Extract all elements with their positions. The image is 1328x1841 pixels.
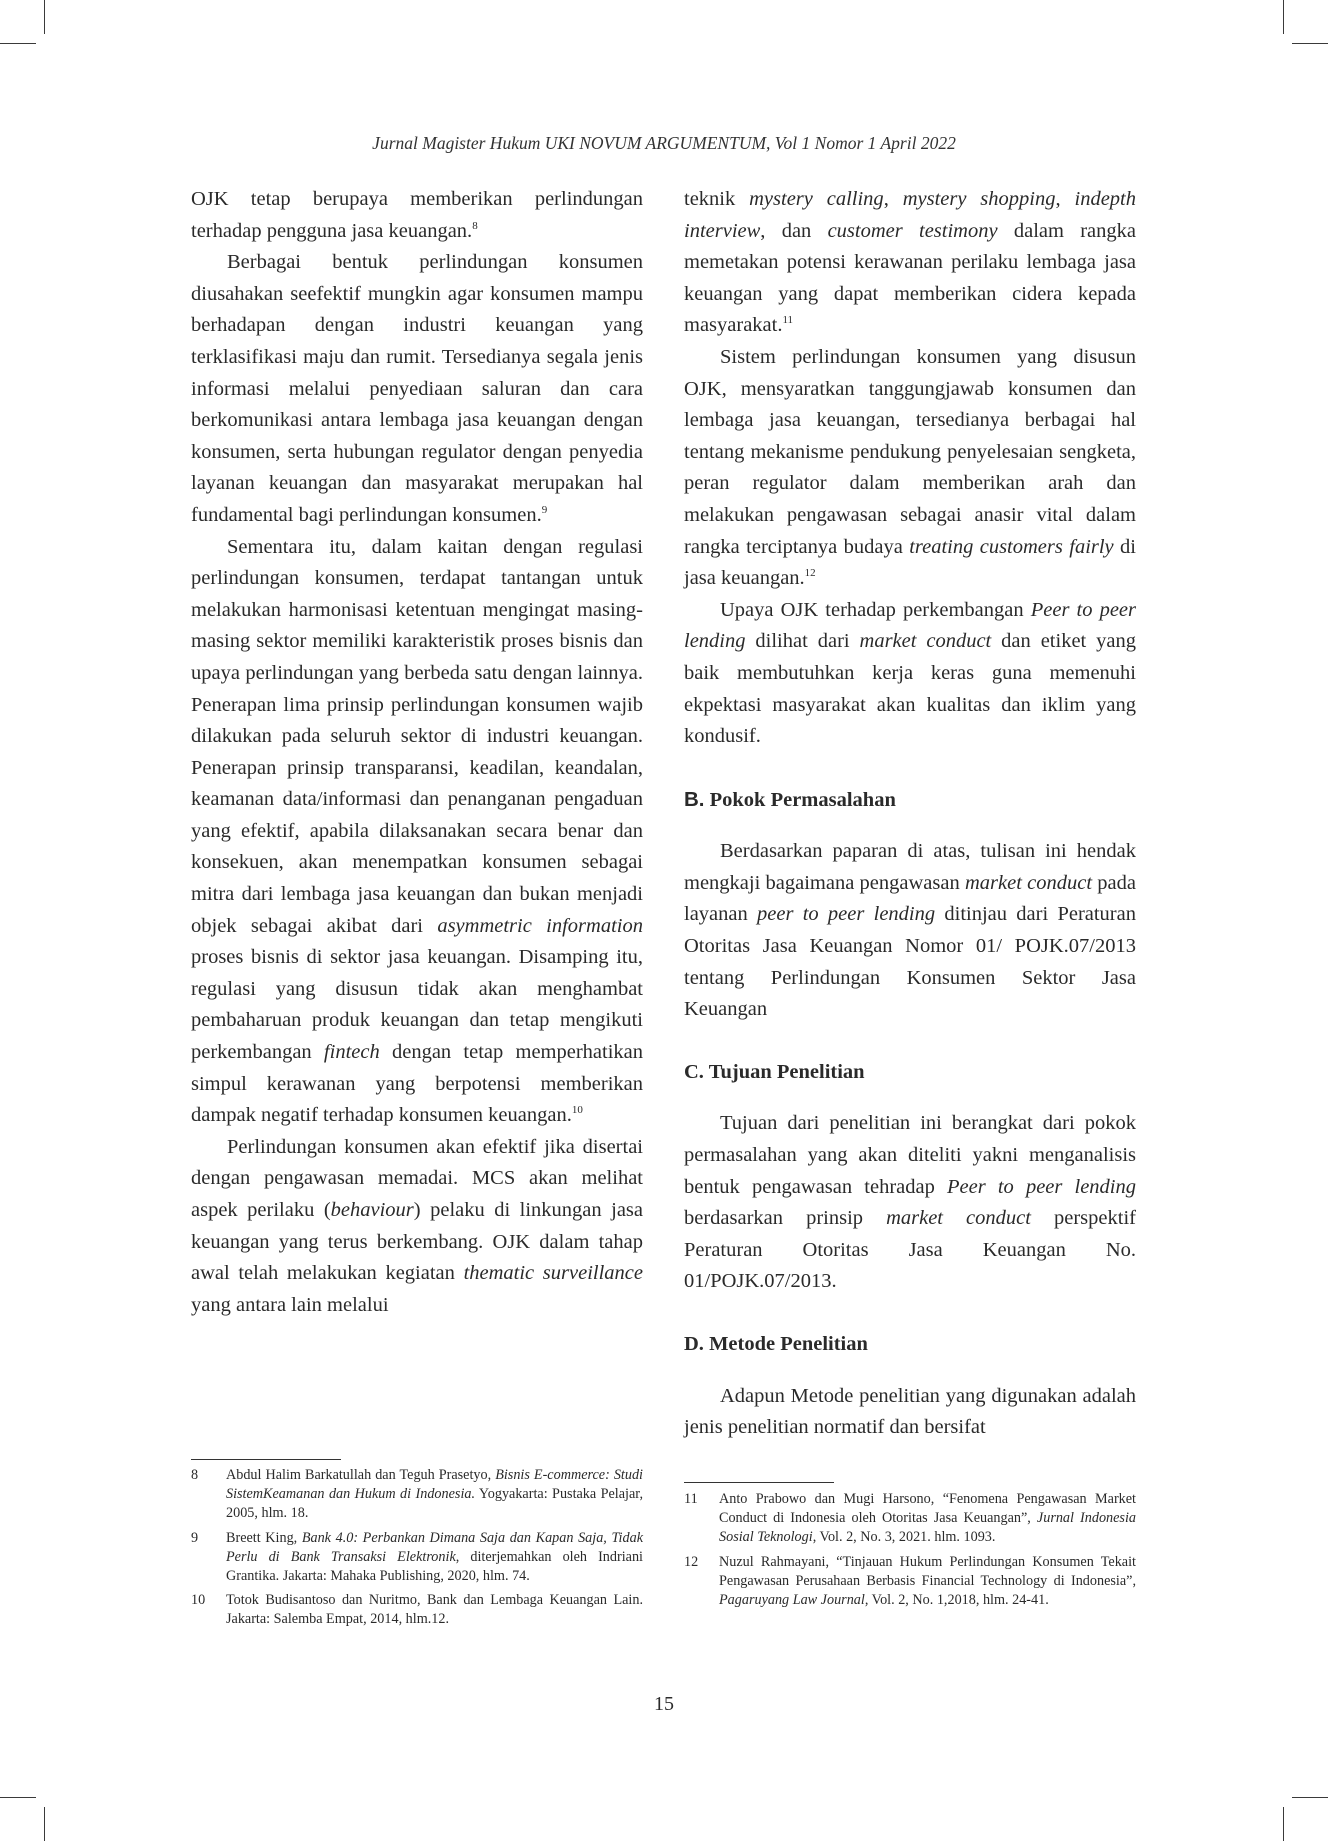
section-heading: C. Tujuan Penelitian	[684, 1060, 865, 1083]
footnote-ref[interactable]: 12	[804, 567, 816, 580]
footnotes-left	[191, 1466, 643, 1635]
right-column	[684, 184, 1136, 1444]
footnote-ref[interactable]: 11	[782, 314, 794, 327]
paragraph: Tujuan dari penelitian ini berangkat dari pokok permasalahan yang akan diteliti yakni menganalisis bentuk pengawasan tehradap Peer to peer lending berdasarkan prinsip market conduct perspektif Peraturan Otoritas Jasa Keuangan No. 01/POJK.07/2013.	[684, 1112, 1137, 1293]
footnote: 12 Nuzul Rahmayani, “Tinjauan Hukum Perlindungan Konsumen Tekait Pengawasan Perusahaan Berbasis Financial Technology di Indonesia”, Pagaruyang Law Journal, Vol. 2, No. 1,2018, hlm. 24-41.	[684, 1553, 1136, 1609]
section-heading: D. Metode Penelitian	[684, 1333, 868, 1355]
footnotes-right	[684, 1490, 1136, 1615]
crop-mark	[1283, 1807, 1284, 1841]
crop-mark	[1283, 0, 1284, 34]
footnote: 11 Anto Prabowo dan Mugi Harsono, “Fenomena Pengawasan Market Conduct di Indonesia oleh Otoritas Jasa Keuangan”, Jurnal Indonesia Sosial Teknologi, Vol. 2, No. 3, 2021. hlm. 1093.	[684, 1491, 1136, 1546]
footnote-ref[interactable]: 10	[571, 1104, 583, 1117]
footnote-rule	[191, 1459, 341, 1460]
crop-mark	[1292, 43, 1328, 44]
paragraph: teknik mystery calling, mystery shopping, indepth interview, dan customer testimony dalam rangka memetakan potensi kerawanan perilaku lembaga jasa keuangan yang dapat memberikan cidera kepada masyarakat.$^{11}$	[684, 188, 1136, 337]
paragraph: Upaya OJK terhadap perkembangan Peer to peer lending dilihat dari market conduct dan etiket yang baik membutuhkan kerja keras guna memenuhi ekpektasi masyarakat akan kualitas dan iklim yang kondusif.	[684, 598, 1137, 748]
paragraph: OJK tetap berupaya memberikan perlindungan terhadap pengguna jasa keuangan.$^8$	[191, 188, 643, 242]
paragraph: Sementara itu, dalam kaitan dengan regulasi perlindungan konsumen, terdapat tantangan untuk melakukan harmonisasi ketentuan mengingat masing-masing sektor memiliki karakteristik proses bisnis dan upaya perlindungan yang berbeda satu dengan lainnya. Penerapan lima prinsip perlindungan konsumen wajib dilakukan pada seluruh sektor di industri keuangan. Penerapan prinsip transparansi, keadilan, keandalan, keamanan data/informasi dan penanganan pengaduan yang efektif, apabila dilaksanakan secara benar dan konsekuen, akan menempatkan konsumen sebagai mitra dari lembaga jasa keuangan dan bukan menjadi objek sebagai akibat dari asymmetric information proses bisnis di sektor jasa keuangan. Disamping itu, regulasi yang disusun tidak akan menghambat pembaharuan produk keuangan dan tetap mengikuti perkembangan fintech dengan tetap memperhatikan simpul kerawanan yang berpotensi memberikan dampak negatif terhadap konsumen keuangan.$^{10}$	[191, 535, 643, 1127]
paragraph: Adapun Metode penelitian yang digunakan adalah jenis penelitian normatif dan bersifat	[684, 1384, 1136, 1439]
footnote-ref[interactable]: 8	[472, 219, 478, 232]
running-header: Jurnal Magister Hukum UKI NOVUM ARGUMENTUM, Vol 1 Nomor 1 April 2022	[372, 133, 956, 153]
paragraph: Sistem perlindungan konsumen yang disusun OJK, mensyaratkan tanggungjawab konsumen dan lembaga jasa keuangan, tersedianya berbagai hal tentang mekanisme pendukung penyelesaian sengketa, peran regulator dalam memberikan arah dan melakukan pengawasan sebagai anasir vital dalam rangka terciptanya budaya treating customers fairly di jasa keuangan.$^{12}$	[684, 345, 1136, 590]
page-number: 15	[654, 1693, 674, 1715]
footnote: 10 Totok Budisantoso dan Nuritmo, Bank dan Lembaga Keuangan Lain. Jakarta: Salemba Empat, 2014, hlm.12.	[191, 1592, 643, 1628]
section-heading: B. Pokok Permasalahan	[684, 787, 896, 811]
paragraph: Berdasarkan paparan di atas, tulisan ini hendak mengkaji bagaimana pengawasan market conduct pada layanan peer to peer lending ditinjau dari Peraturan Otoritas Jasa Keuangan Nomor 01/ POJK.07/2013 tentang Perlindungan Konsumen Sektor Jasa Keuangan	[684, 840, 1137, 1021]
crop-mark	[0, 43, 36, 44]
footnote-ref[interactable]: 9	[541, 504, 548, 517]
crop-mark	[1292, 1797, 1328, 1798]
left-column	[191, 184, 643, 1321]
footnote: 9 Breett King, Bank 4.0: Perbankan Dimana Saja dan Kapan Saja, Tidak Perlu di Bank Transaksi Elektronik, diterjemahkan oleh Indriani Grantika. Jakarta: Mahaka Publishing, 2020, hlm. 74.	[191, 1529, 643, 1585]
crop-mark	[44, 1807, 45, 1841]
paragraph: Perlindungan konsumen akan efektif jika disertai dengan pengawasan memadai. MCS akan melihat aspek perilaku (behaviour) pelaku di linkungan jasa keuangan yang terus berkembang. OJK dalam tahap awal telah melakukan kegiatan thematic surveillance yang antara lain melalui	[191, 1135, 644, 1316]
paragraph: Berbagai bentuk perlindungan konsumen diusahakan seefektif mungkin agar konsumen mampu berhadapan dengan industri keuangan yang terklasifikasi maju dan rumit. Tersedianya segala jenis informasi melalui penyediaan saluran dan cara berkomunikasi antara lembaga jasa keuangan dengan konsumen, serta hubungan regulator dengan penyedia layanan keuangan dan masyarakat merupakan hal fundamental bagi perlindungan konsumen.$^9$	[191, 251, 643, 526]
crop-mark	[44, 0, 45, 34]
crop-mark	[0, 1797, 36, 1798]
footnote-rule	[684, 1482, 834, 1483]
footnote: 8 Abdul Halim Barkatullah dan Teguh Prasetyo, Bisnis E-commerce: Studi SistemKeamanan dan Hukum di Indonesia. Yogyakarta: Pustaka Pelajar, 2005, hlm. 18.	[191, 1467, 643, 1522]
